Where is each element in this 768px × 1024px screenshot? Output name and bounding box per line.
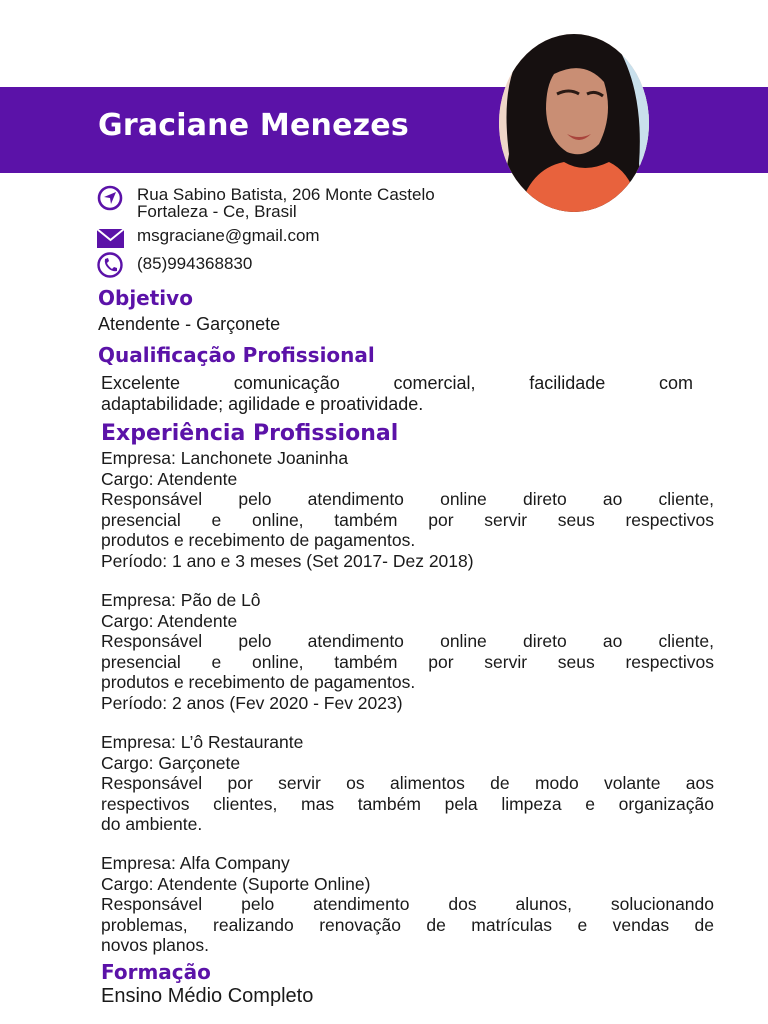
- candidate-name: Graciane Menezes: [98, 108, 409, 143]
- job-entry: [101, 853, 714, 956]
- job-entry: [101, 732, 714, 835]
- phone-row: [96, 251, 252, 279]
- job-period: Período: 2 anos (Fev 2020 - Fev 2023): [101, 692, 403, 713]
- job-desc-line: Responsável pelo atendimento dos alunos, solucionando: [101, 894, 714, 914]
- location-pin-icon: [96, 184, 124, 212]
- email-row: [96, 224, 320, 252]
- experiencia-heading: Experiência Profissional: [101, 421, 399, 446]
- job-period: Período: 1 ano e 3 meses (Set 2017- Dez 2018): [101, 550, 474, 571]
- job-desc-line: problemas, realizando renovação de matrículas e vendas de: [101, 914, 714, 935]
- job-company: Empresa: Lanchonete Joaninha: [101, 448, 349, 468]
- profile-photo: [499, 34, 649, 212]
- phone-icon: [96, 251, 124, 279]
- job-desc-last: produtos e recebimento de pagamentos.: [101, 672, 416, 692]
- job-desc-line: Responsável pelo atendimento online direto ao cliente,: [101, 631, 714, 651]
- email-address[interactable]: msgraciane@gmail.com: [137, 226, 320, 245]
- objetivo-heading: Objetivo: [98, 286, 193, 310]
- address-line-2: Fortaleza - Ce, Brasil: [137, 202, 297, 221]
- job-company: Empresa: Pão de Lô: [101, 590, 261, 610]
- phone-number: (85)994368830: [137, 254, 253, 273]
- job-desc-last: produtos e recebimento de pagamentos.: [101, 530, 416, 550]
- job-entry: [101, 448, 714, 571]
- mail-icon: [96, 224, 124, 252]
- formacao-heading: Formação: [101, 960, 211, 984]
- qualificacao-line-2: adaptabilidade; agilidade e proatividade.: [101, 393, 424, 414]
- job-entry: [101, 590, 714, 713]
- formacao-text: Ensino Médio Completo: [101, 985, 314, 1007]
- address-row: [96, 184, 435, 220]
- profile-photo-illustration: [499, 34, 649, 212]
- job-company: Empresa: Alfa Company: [101, 853, 290, 873]
- address-line-1: Rua Sabino Batista, 206 Monte Castelo: [137, 185, 435, 204]
- job-role: Cargo: Atendente (Suporte Online): [101, 873, 371, 894]
- objetivo-text: Atendente - Garçonete: [98, 314, 281, 334]
- job-desc-line: presencial e online, também por servir seus respectivos: [101, 651, 714, 672]
- job-desc-last: novos planos.: [101, 935, 209, 955]
- job-desc-line: Responsável por servir os alimentos de modo volante aos: [101, 773, 714, 793]
- job-company: Empresa: L’ô Restaurante: [101, 732, 304, 752]
- job-role: Cargo: Atendente: [101, 610, 238, 631]
- job-desc-line: respectivos clientes, mas também pela limpeza e organização: [101, 793, 714, 814]
- qualificacao-text: [101, 373, 693, 414]
- job-role: Cargo: Garçonete: [101, 752, 241, 773]
- qualificacao-heading: Qualificação Profissional: [98, 343, 375, 367]
- job-desc-last: do ambiente.: [101, 814, 203, 834]
- job-desc-line: Responsável pelo atendimento online direto ao cliente,: [101, 489, 714, 509]
- job-desc-line: presencial e online, também por servir seus respectivos: [101, 509, 714, 530]
- qualificacao-line-1: Excelente comunicação comercial, facilidade com: [101, 373, 693, 393]
- job-role: Cargo: Atendente: [101, 468, 238, 489]
